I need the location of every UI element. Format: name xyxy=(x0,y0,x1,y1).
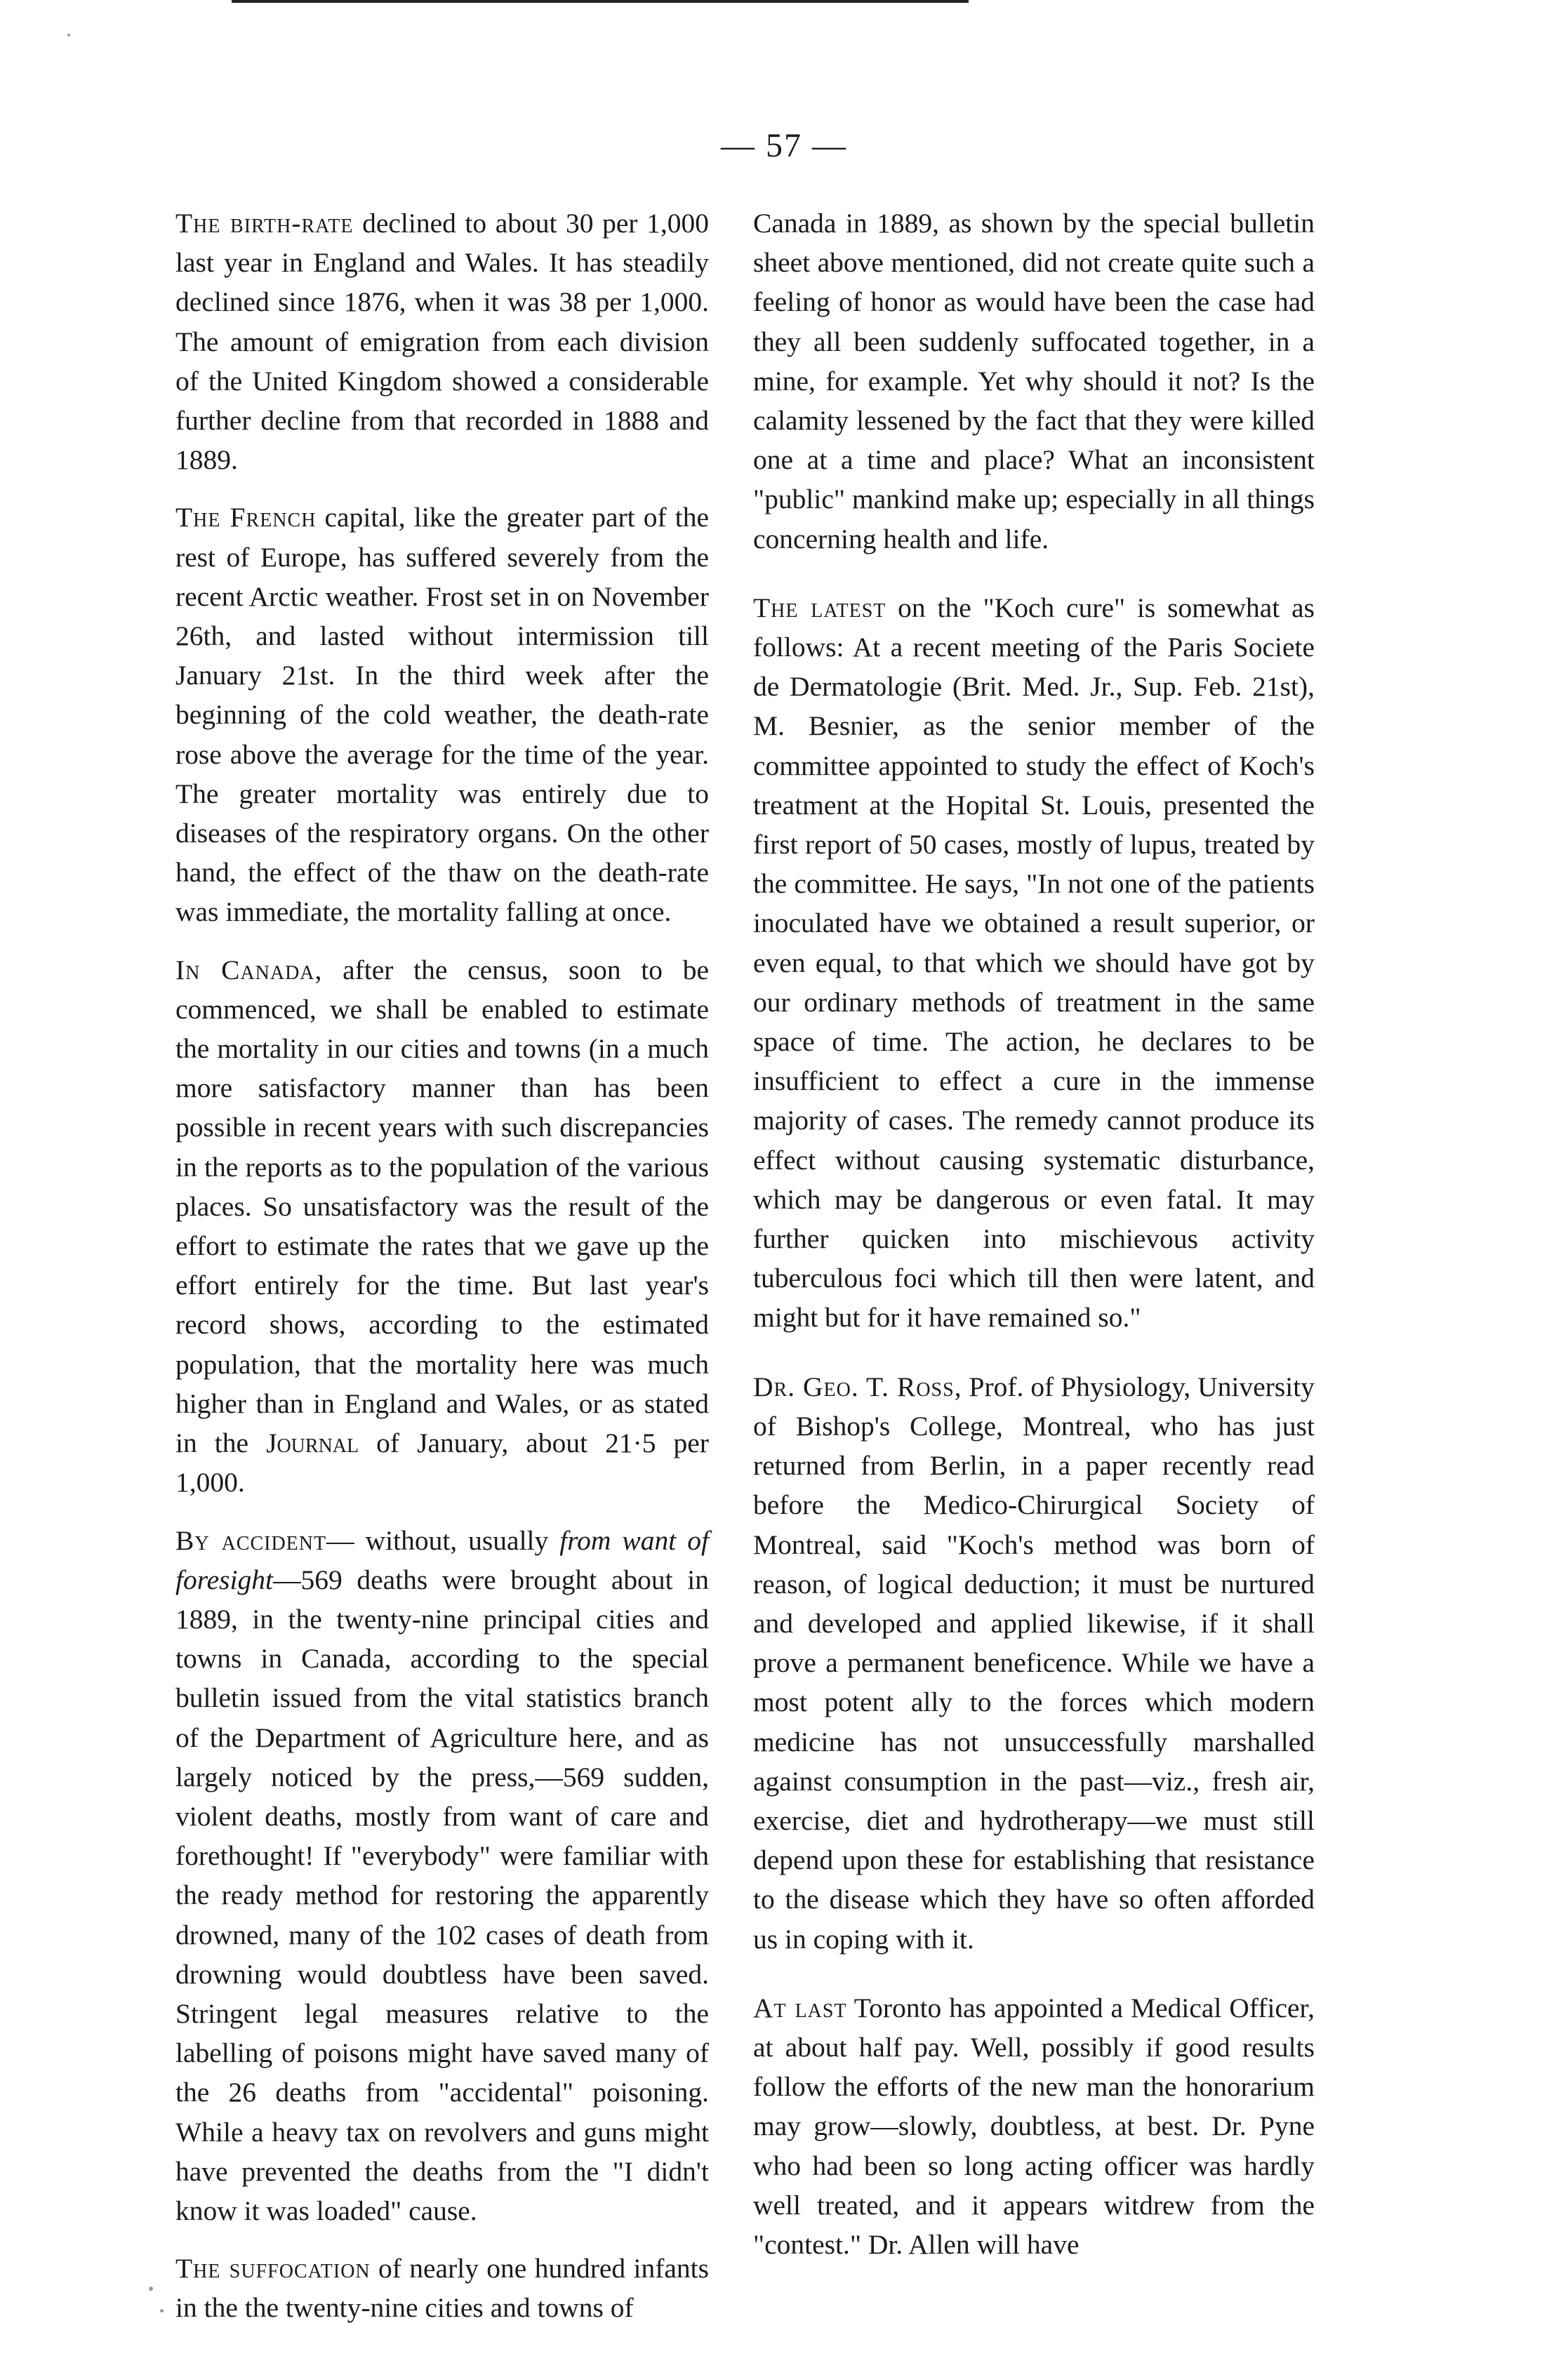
paragraph-suffocation xyxy=(175,2249,709,2327)
paragraph-koch-cure xyxy=(753,588,1315,1338)
paragraph-lead: In Canada, xyxy=(175,954,323,985)
paragraph-text: on the "Koch cure" is somewhat as follows: At a recent meeting of the Paris Societe de Dermatologie (Brit. Med. Jr., Sup. Feb. 21st), M. Besnier, as the senior member of the committee appointed to study the effect of Koch's treatment at the Hopital St. Louis, presented the first report of 50 cases, mostly of lupus, treated by the committee. He says, "In not one of the patients inoculated have we obtained a result superior, or even equal, to that which we should have got by our ordinary methods of treatment in the same space of time. The action, he declares to be insufficient to effect a cure in the immense majority of cases. The remedy cannot produce its effect without causing systematic disturbance, which may be dangerous or even fatal. It may further quicken into mischievous activity tuberculous foci which till then were latent, and might but for it have remained so." xyxy=(753,592,1315,1333)
paragraph-text: capital, like the greater part of the rest of Europe, has suffered severely from the recent Arctic weather. Frost set in on November 26th, and lasted without intermission till January 21st. In the third week after the beginning of the cold weather, the death-rate rose above the average for the time of the year. The greater mortality was entirely due to diseases of the respiratory organs. On the other hand, the effect of the thaw on the death-rate was immediate, the mortality falling at once. xyxy=(175,502,709,928)
paragraph-text: Canada in 1889, as shown by the special bulletin sheet above mentioned, did not create quite such a feeling of honor as would have been the case had they all been suddenly suffocated together, in a mine, for example. Yet why should it not? Is the calamity lessened by the fact that they were killed one at a time and place? What an inconsistent "public" mankind make up; especially in all things concerning health and life. xyxy=(753,208,1315,554)
paragraph-by-accident xyxy=(175,1521,709,2231)
paragraph-lead: Dr. Geo. T. Ross, xyxy=(753,1371,962,1402)
paragraph-lead: The suffocation xyxy=(175,2253,371,2284)
italic-phrase: from want of foresight xyxy=(175,1524,709,1595)
paragraph-birth-rate xyxy=(175,204,709,479)
page-number: — 57 — xyxy=(721,127,847,164)
paragraph-text: declined to about 30 per 1,000 last year in England and Wales. It has steadily declined since 1876, when it was 38 per 1,000. The amount of emigration from each division of the United Kingdom showed a considerable further decline from that recorded in 1888 and 1889. xyxy=(175,208,709,476)
paper-speck xyxy=(67,34,70,36)
paragraph-text: Toronto has appointed a Medical Officer, at about half pay. Well, possibly if good results follow the efforts of the new man the honorarium may grow—slowly, doubtless, at best. Dr. Pyne who had been so long acting officer was hardly well treated, and it appears witdrew from the "contest." Dr. Allen will have xyxy=(753,1992,1315,2260)
paragraph-canada-continued xyxy=(753,204,1315,559)
paragraph-text: — without, usually xyxy=(326,1524,560,1556)
paragraph-french-capital xyxy=(175,498,709,931)
paragraph-text: after the census, soon to be commenced, we shall be enabled to estimate the mortality in our cities and towns (in a much more satisfactory manner than has been possible in recent years with such discrepancies in the reports as to the population of the various places. So unsatisfactory was the result of the effort to estimate the rates that we gave up the effort entirely for the time. But last year's record shows, according to the estimated population, that the mortality here was much higher than in England and Wales, or as stated in the xyxy=(175,954,709,1459)
paragraph-lead: At last xyxy=(753,1992,847,2023)
paper-speck xyxy=(160,2309,164,2313)
paragraph-text: Prof. of Physiology, University of Bishop's College, Montreal, who has just returned from Berlin, in a paper recently read before the Medico-Chirurgical Society of Montreal, said "Koch's method was born of reason, of logical deduction; it must be nurtured and developed and applied likewise, if it shall prove a permanent beneficence. While we have a most potent ally to the forces which modern medicine has not unsuccessfully marshalled against consumption in the past—viz., fresh air, exercise, diet and hydrotherapy—we must still depend upon these for establishing that resistance to the disease which they have so often afforded us in coping with it. xyxy=(753,1371,1315,1955)
paragraph-lead: The birth-rate xyxy=(175,208,354,239)
paragraph-lead: The latest xyxy=(753,592,886,623)
paragraph-in-canada xyxy=(175,950,709,1503)
paragraph-text-end: —569 deaths were brought about in 1889, in the twenty-nine principal cities and towns in Canada, according to the special bulletin issued from the vital statistics branch of the Department of Agriculture here, and as largely noticed by the press,—569 sudden, violent deaths, mostly from want of care and forethought! If "everybody" were familiar with the ready method for restoring the apparently drowned, many of the 102 cases of death from drowning would doubtless have been saved. Stringent legal measures relative to the labelling of poisons might have saved many of the 26 deaths from "accidental" poisoning. While a heavy tax on revolvers and guns might have prevented the deaths from the "I didn't know it was loaded" cause. xyxy=(175,1564,709,2226)
paragraph-at-last xyxy=(753,1988,1315,2264)
right-column xyxy=(753,204,1315,2264)
paragraph-dr-ross xyxy=(753,1367,1315,1959)
paragraph-text: of nearly one hundred infants in the the twenty-nine cities and towns of xyxy=(175,2253,709,2324)
paragraph-text-end: of January, about 21·5 per 1,000. xyxy=(175,1428,709,1498)
paragraph-lead: The French xyxy=(175,502,317,533)
paper-speck xyxy=(149,2287,153,2291)
paragraph-lead: By accident xyxy=(175,1524,327,1556)
top-rule xyxy=(232,0,969,3)
journal-reference: Journal xyxy=(266,1428,359,1459)
left-column xyxy=(175,204,709,2328)
